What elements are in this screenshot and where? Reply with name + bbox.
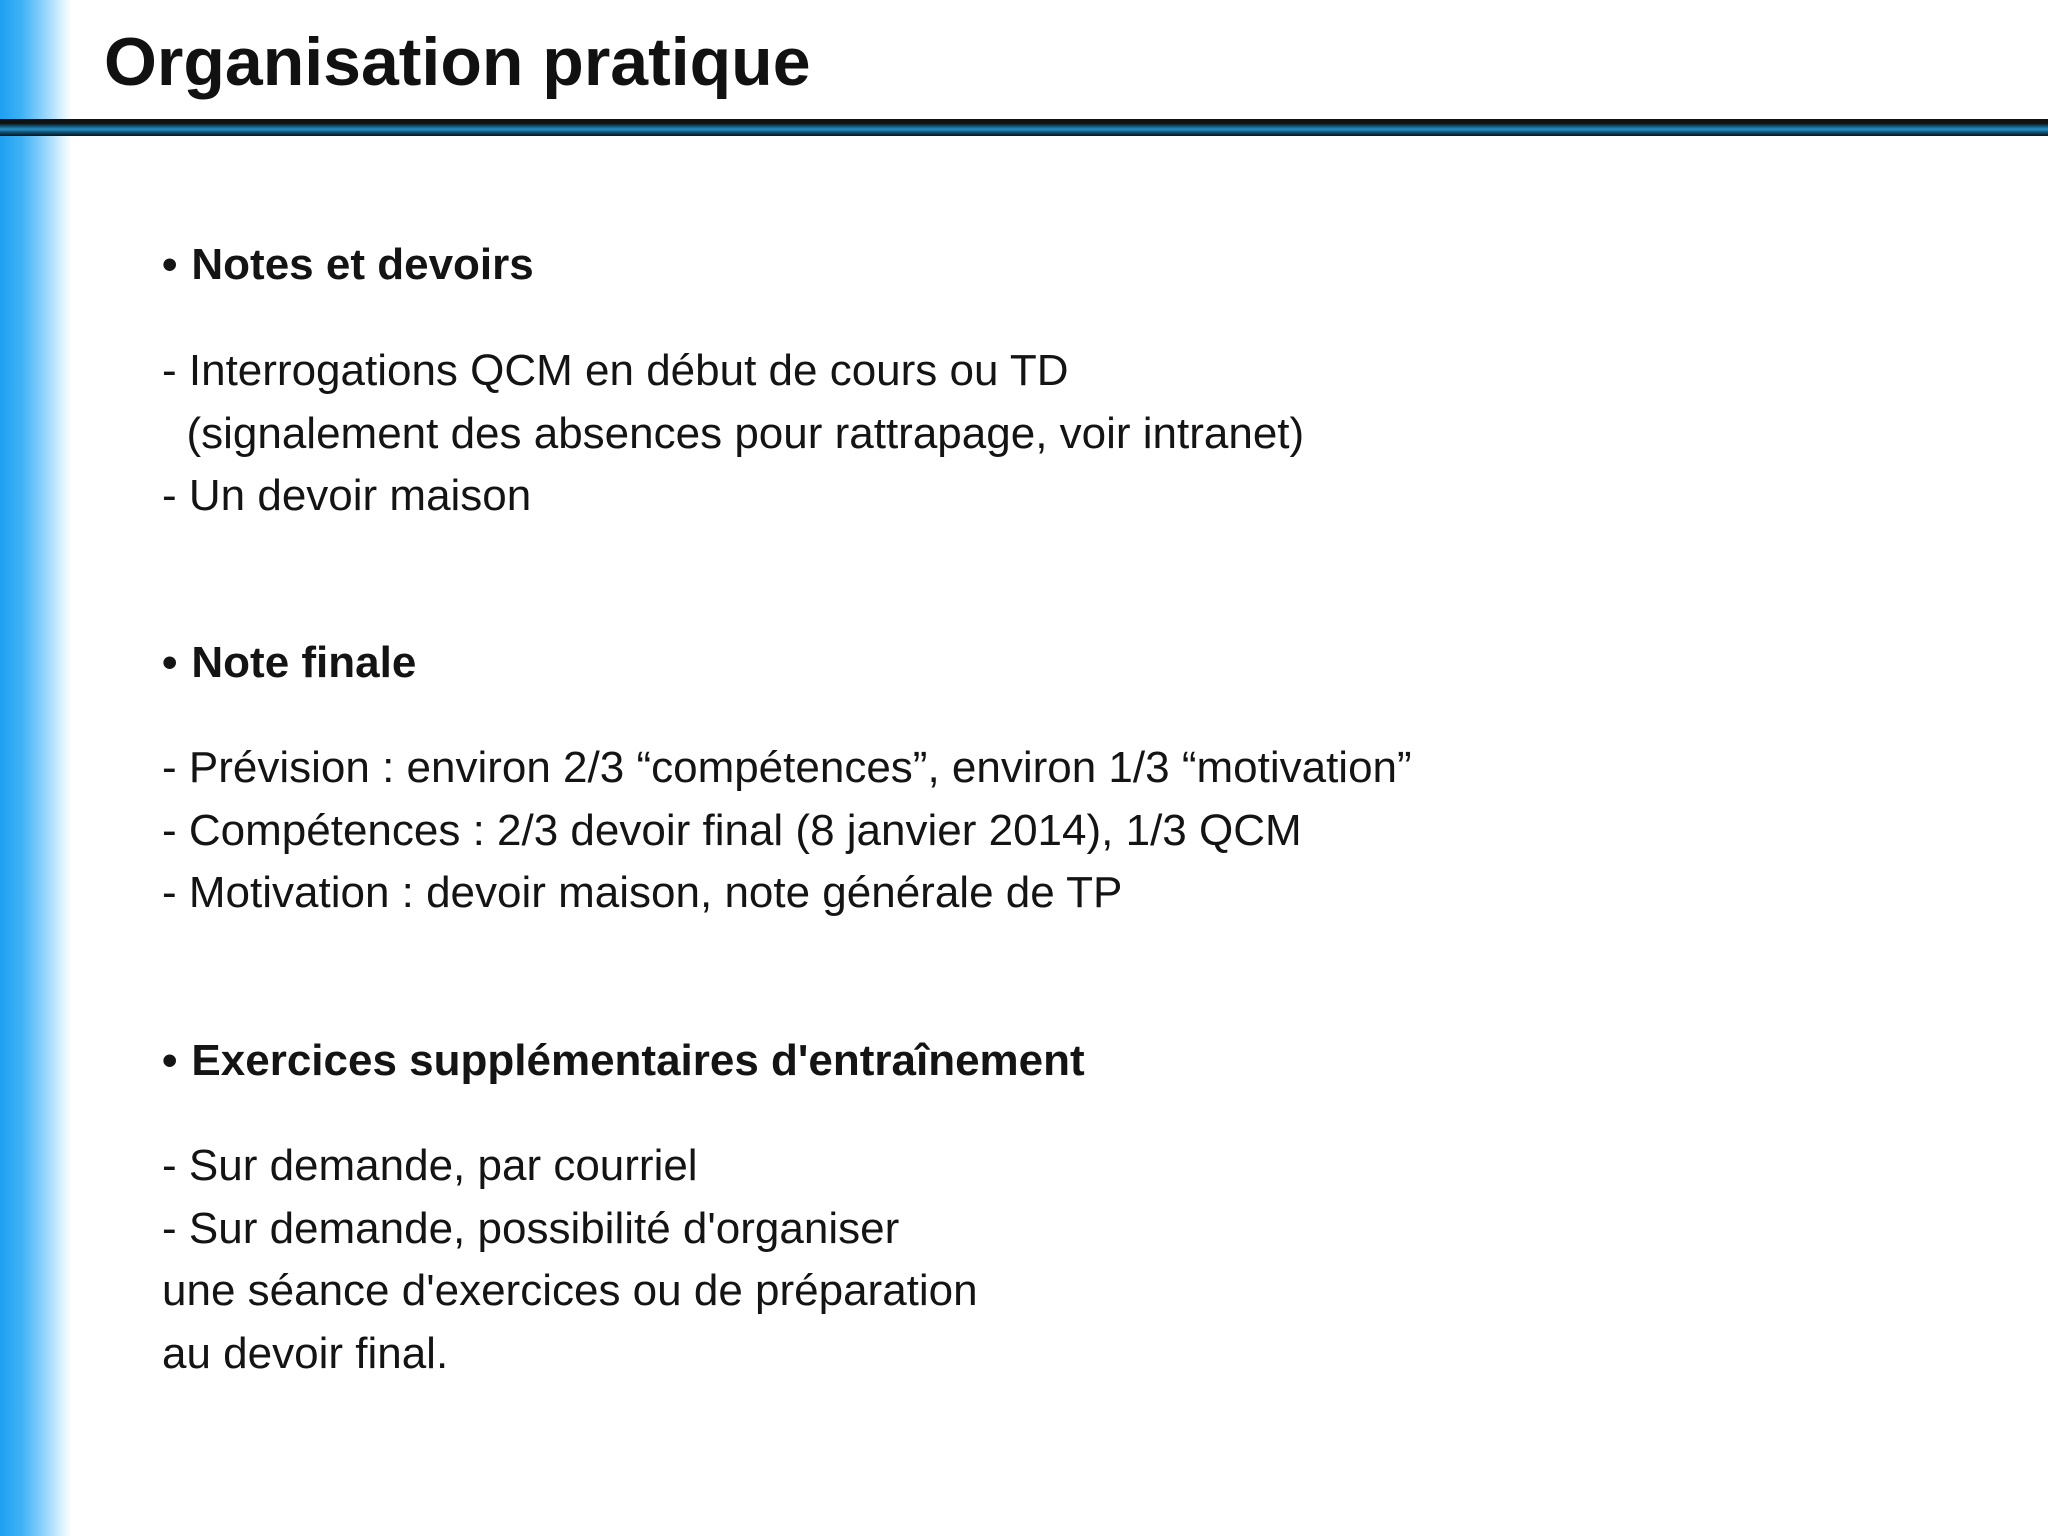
bullet-icon: • bbox=[162, 240, 178, 289]
section-heading-finale bbox=[162, 632, 416, 694]
list-item: - Un devoir maison bbox=[162, 471, 532, 520]
list-item: - Compétences : 2/3 devoir final (8 janvier 2014), 1/3 QCM bbox=[162, 805, 1302, 855]
section-heading-label: Notes et devoirs bbox=[191, 240, 534, 289]
left-decorative-band bbox=[0, 0, 72, 1536]
bullet-icon: • bbox=[162, 1036, 178, 1085]
list-item: - Motivation : devoir maison, note générale de TP bbox=[162, 868, 1123, 917]
bullet-icon: • bbox=[162, 638, 178, 687]
section-heading-notes bbox=[162, 234, 534, 296]
section-lines-notes bbox=[162, 340, 1304, 528]
section-heading-exercices bbox=[162, 1030, 1085, 1092]
list-item: - Prévision : environ 2/3 “compétences”, environ 1/3 “motivation” bbox=[162, 743, 1412, 792]
list-item: au devoir final. bbox=[162, 1328, 449, 1378]
list-item: (signalement des absences pour rattrapage, voir intranet) bbox=[162, 408, 1305, 458]
section-lines-finale bbox=[162, 737, 1412, 925]
slide-title: Organisation pratique bbox=[104, 24, 811, 100]
section-lines-exercices bbox=[162, 1135, 978, 1385]
section-heading-label: Exercices supplémentaires d'entraînement bbox=[191, 1036, 1085, 1085]
list-item: - Sur demande, par courriel bbox=[162, 1141, 698, 1190]
list-item: - Interrogations QCM en début de cours ou TD bbox=[162, 346, 1069, 395]
title-underline-rule bbox=[0, 119, 2048, 136]
list-item: une séance d'exercices ou de préparation bbox=[162, 1266, 978, 1315]
section-heading-label: Note finale bbox=[191, 638, 417, 687]
list-item: - Sur demande, possibilité d'organiser bbox=[162, 1203, 900, 1253]
